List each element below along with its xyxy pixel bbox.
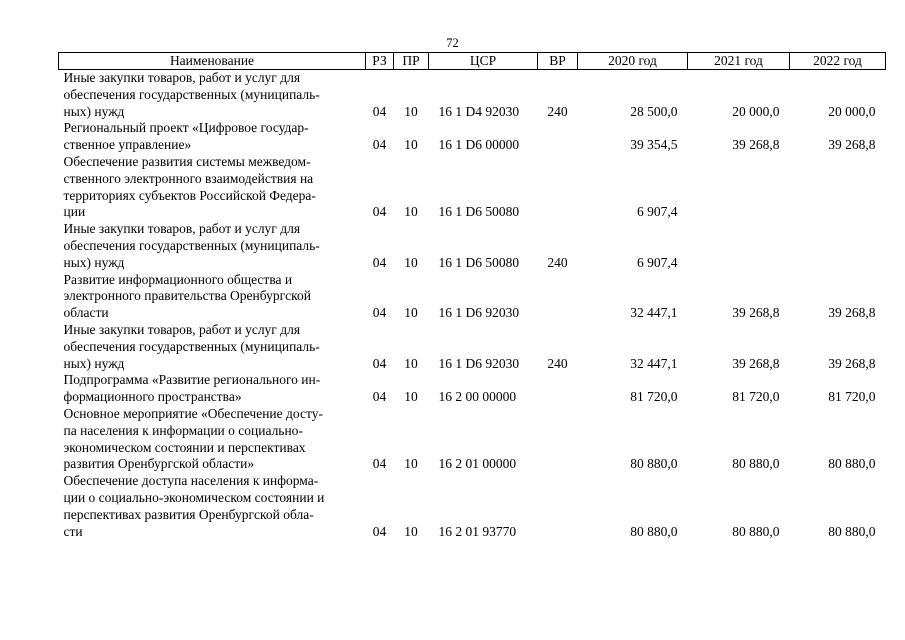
row-vr [538, 406, 578, 473]
row-rz: 04 [372, 389, 387, 405]
row-name: Иные закупки товаров, работ и услуг для обеспечения государственных (муниципаль- ных) нужд [63, 321, 320, 371]
row-pr: 10 [404, 254, 418, 270]
row-pr: 10 [404, 204, 418, 220]
row-2021: 80 880,0 [732, 456, 780, 472]
table-header-row [59, 53, 886, 70]
table-row [59, 322, 886, 372]
row-vr [538, 154, 578, 221]
row-vr [538, 372, 578, 406]
row-2021: 39 268,8 [732, 305, 780, 321]
row-2021: 80 880,0 [732, 523, 780, 539]
row-vr [538, 120, 578, 154]
row-2020: 32 447,1 [630, 305, 678, 321]
row-name: Основное мероприятие «Обеспечение досту- па населения к информации о социально- экономическом состоянии и перспективах развития Оренбургской области» [63, 405, 323, 472]
table-header [59, 53, 886, 70]
row-name: Иные закупки товаров, работ и услуг для обеспечения государственных (муниципаль- ных) нужд [63, 221, 320, 270]
table-row [59, 154, 886, 221]
row-rz: 04 [372, 204, 387, 220]
row-2020: 32 447,1 [630, 355, 678, 371]
row-vr [538, 272, 578, 322]
header-2021: 2021 год [688, 53, 790, 70]
row-pr: 10 [404, 137, 418, 153]
row-2020: 6 907,4 [637, 204, 678, 220]
row-vr: 240 [547, 103, 568, 119]
row-2020: 39 354,5 [630, 137, 678, 153]
row-rz: 04 [372, 254, 387, 270]
table-row [59, 221, 886, 271]
row-csr: 16 1 D6 50080 [438, 254, 520, 270]
row-2020: 80 880,0 [630, 523, 678, 539]
row-pr: 10 [404, 103, 418, 119]
row-2020: 81 720,0 [630, 389, 678, 405]
row-pr: 10 [404, 456, 418, 472]
row-2022: 20 000,0 [828, 103, 876, 119]
row-csr: 16 1 D4 92030 [438, 103, 520, 119]
table-row [59, 70, 886, 121]
row-name: Иные закупки товаров, работ и услуг для обеспечения государственных (муниципаль- ных) нужд [63, 70, 320, 119]
header-name: Наименование [59, 53, 366, 70]
row-2021: 20 000,0 [732, 103, 780, 119]
row-2022: 81 720,0 [828, 389, 876, 405]
row-csr: 16 1 D6 50080 [438, 204, 520, 220]
row-2021: 81 720,0 [732, 389, 780, 405]
page-number: 72 [446, 36, 459, 50]
row-2022 [790, 221, 886, 271]
row-2022: 80 880,0 [828, 456, 876, 472]
header-2022: 2022 год [790, 53, 886, 70]
row-vr: 240 [547, 254, 568, 270]
row-rz: 04 [372, 456, 387, 472]
row-csr: 16 2 01 93770 [438, 523, 517, 539]
table-row [59, 372, 886, 406]
row-2022: 80 880,0 [828, 523, 876, 539]
row-csr: 16 1 D6 92030 [438, 355, 520, 371]
row-2021: 39 268,8 [732, 137, 780, 153]
row-name: Подпрограмма «Развитие регионального ин- формационного пространства» [63, 372, 321, 405]
row-2022: 39 268,8 [828, 355, 876, 371]
row-2021 [688, 154, 790, 221]
header-vr: ВР [538, 53, 578, 70]
row-2020: 80 880,0 [630, 456, 678, 472]
row-rz: 04 [372, 305, 387, 321]
row-2022 [790, 154, 886, 221]
row-vr [538, 473, 578, 540]
header-csr: ЦСР [429, 53, 538, 70]
header-pr: ПР [394, 53, 429, 70]
row-pr: 10 [404, 355, 418, 371]
row-rz: 04 [372, 523, 387, 539]
table-row [59, 272, 886, 322]
table-row [59, 406, 886, 473]
row-rz: 04 [372, 103, 387, 119]
row-rz: 04 [372, 355, 387, 371]
row-2020: 28 500,0 [630, 103, 678, 119]
table-row [59, 120, 886, 154]
header-2020: 2020 год [578, 53, 688, 70]
table-row [59, 473, 886, 540]
row-name: Региональный проект «Цифровое государ- ственное управление» [63, 120, 309, 153]
row-2022: 39 268,8 [828, 137, 876, 153]
row-2022: 39 268,8 [828, 305, 876, 321]
row-vr: 240 [547, 355, 568, 371]
row-name: Развитие информационного общества и электронного правительства Оренбургской области [63, 271, 312, 321]
row-rz: 04 [372, 137, 387, 153]
row-name: Обеспечение доступа населения к информа- ции о социально-экономическом состоянии и перспективах развития Оренбургской обла- сти [63, 473, 325, 539]
row-2021: 39 268,8 [732, 355, 780, 371]
row-name: Обеспечение развития системы межведом- ственного электронного взаимодействия на территориях субъектов Российской Федера- ции [63, 153, 316, 220]
row-csr: 16 2 00 00000 [438, 389, 517, 405]
row-pr: 10 [404, 389, 418, 405]
row-csr: 16 2 01 00000 [438, 456, 517, 472]
row-csr: 16 1 D6 92030 [438, 305, 520, 321]
table-body [59, 70, 886, 541]
row-2021 [688, 221, 790, 271]
header-rz: РЗ [366, 53, 394, 70]
budget-table [58, 52, 886, 540]
row-pr: 10 [404, 305, 418, 321]
row-csr: 16 1 D6 00000 [438, 137, 520, 153]
row-pr: 10 [404, 523, 418, 539]
row-2020: 6 907,4 [637, 254, 678, 270]
